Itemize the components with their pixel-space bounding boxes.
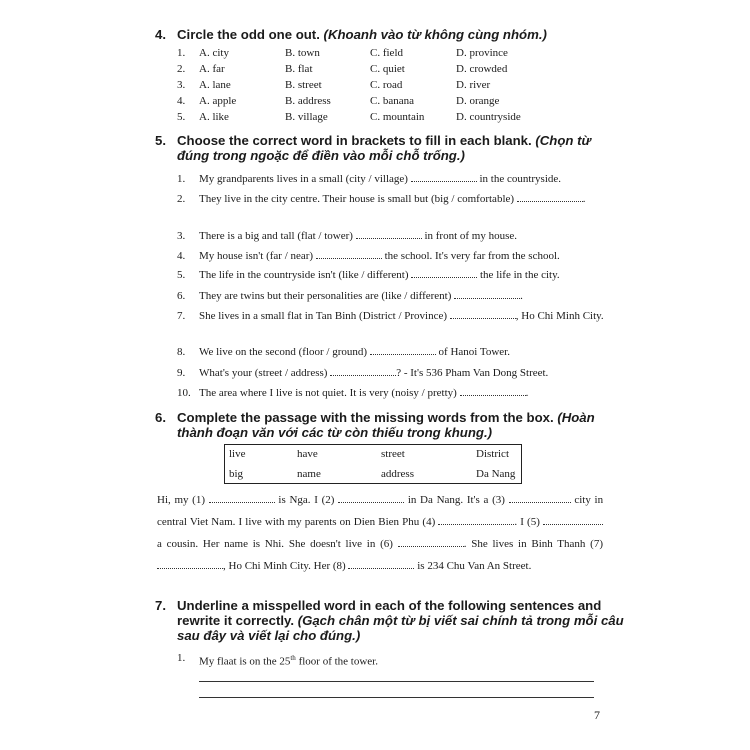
sentence-end: the school. It's very far from the school. [384, 250, 560, 262]
question-number: 5. [177, 111, 186, 123]
option-b[interactable]: B. village [285, 111, 328, 123]
option-a[interactable]: A. lane [199, 79, 231, 91]
blank-5[interactable] [543, 515, 603, 525]
option-a[interactable]: A. far [199, 63, 225, 75]
option-a[interactable]: A. apple [199, 95, 237, 107]
option-d[interactable]: D. crowded [456, 63, 508, 75]
blank-1[interactable] [209, 493, 275, 503]
question-number: 5. [177, 269, 186, 281]
option-d[interactable]: D. river [456, 79, 491, 91]
option-b[interactable]: B. flat [285, 63, 313, 75]
answer-blank[interactable] [454, 289, 520, 299]
sentence-end: . [520, 290, 523, 302]
sentence-start: The life in the countryside isn't (like / different) [199, 269, 409, 281]
question-number: 2. [177, 63, 186, 75]
answer-line[interactable] [199, 681, 594, 682]
sentence-start: We live on the second (floor / ground) [199, 346, 368, 358]
blank-4[interactable] [438, 515, 514, 525]
box-word: District [476, 448, 509, 460]
question-number: 10. [177, 387, 191, 399]
sentence-start: She lives in a small flat in Tan Binh (District / Province) [199, 310, 448, 322]
box-word: live [229, 448, 246, 460]
ex7-heading: 7. Underline a misspelled word in each of the following sentences and rewrite it correctly. (Gạch chân một từ bị viết sai chính tả trong mỗi câu sau đây và viết lại cho đúng.) [155, 598, 624, 643]
sentence-end: in front of my house. [424, 230, 518, 242]
sentence-end: . [582, 193, 586, 205]
answer-blank[interactable] [370, 345, 436, 355]
question-number: 1. [177, 47, 186, 59]
question-number: 2. [177, 193, 186, 205]
sentence-start: My house isn't (far / near) [199, 250, 314, 262]
ex5-item [177, 192, 609, 206]
box-word: name [297, 468, 321, 480]
sentence-start: They live in the city centre. Their house is small but (big / comfortable) [199, 193, 515, 205]
ex7-item-1: 1. My flaat is on the 25th floor of the tower. [177, 652, 378, 668]
option-b[interactable]: B. street [285, 79, 322, 91]
question-number: 9. [177, 367, 186, 379]
blank-8[interactable] [348, 559, 414, 569]
sentence-end: in the countryside. [479, 173, 562, 185]
answer-blank[interactable] [316, 249, 382, 259]
option-c[interactable]: C. quiet [370, 63, 405, 75]
option-c[interactable]: C. banana [370, 95, 414, 107]
answer-blank[interactable] [460, 386, 526, 396]
ex5-item [177, 345, 609, 359]
question-number: 7. [177, 310, 186, 322]
ex5-item [177, 229, 609, 243]
sentence-start: The area where I live is not quiet. It is very (noisy / pretty) [199, 387, 457, 399]
page-number: 7 [594, 708, 600, 722]
word-box [224, 444, 522, 484]
question-number: 1. [177, 173, 186, 185]
sentence-start: My grandparents lives in a small (city / village) [199, 173, 408, 185]
sentence-end: the life in the city. [480, 269, 560, 281]
ex5-item [177, 249, 609, 263]
sentence-end: . [525, 387, 529, 399]
ex5-item [177, 172, 609, 186]
ex5-item [177, 289, 609, 303]
sentence-end: , Ho Chi Minh City. [515, 310, 604, 322]
answer-blank[interactable] [411, 268, 477, 278]
option-d[interactable]: D. province [456, 47, 508, 59]
option-d[interactable]: D. orange [456, 95, 500, 107]
option-b[interactable]: B. town [285, 47, 320, 59]
answer-blank[interactable] [356, 229, 422, 239]
question-number: 4. [177, 250, 186, 262]
blank-7[interactable] [157, 559, 223, 569]
ex6-passage: Hi, my (1) is Nga. I (2) in Da Nang. It's a (3) city in central Viet Nam. I live with my parents on Dien Bien Phu (4) . I (5) a cousin. Her name is Nhi. She doesn't live in (6) . She lives in Binh Thanh (7) , Ho Chi Minh City. Her (8) is 234 Chu Van An Street. [157, 494, 604, 572]
answer-blank[interactable] [411, 172, 477, 182]
answer-line[interactable] [199, 697, 594, 698]
blank-2[interactable] [338, 493, 404, 503]
box-word: address [381, 468, 414, 480]
ex5-item [177, 386, 609, 400]
question-number: 4. [177, 95, 186, 107]
box-word: street [381, 448, 405, 460]
sentence-start: They are twins but their personalities are (like / different) [199, 290, 452, 302]
sentence-start: There is a big and tall (flat / tower) [199, 230, 353, 242]
answer-blank[interactable] [517, 192, 583, 202]
option-c[interactable]: C. road [370, 79, 403, 91]
blank-6[interactable] [398, 537, 464, 547]
ex5-heading: 5. Choose the correct word in brackets to fill in each blank. (Chọn từ đúng trong ngoặc để điền vào mỗi chỗ trống.) [155, 133, 591, 163]
option-d[interactable]: D. countryside [456, 111, 521, 123]
ex4-heading: 4. Circle the odd one out. (Khoanh vào từ không cùng nhóm.) [155, 27, 547, 42]
option-a[interactable]: A. like [199, 111, 229, 123]
option-b[interactable]: B. address [285, 95, 331, 107]
option-c[interactable]: C. mountain [370, 111, 425, 123]
box-word: big [229, 468, 244, 480]
ex5-item [177, 309, 609, 323]
answer-blank[interactable] [330, 366, 396, 376]
option-c[interactable]: C. field [370, 47, 403, 59]
question-number: 3. [177, 230, 186, 242]
ex6-heading: 6. Complete the passage with the missing words from the box. (Hoàn thành đoạn văn với các từ còn thiếu trong khung.) [155, 410, 595, 440]
ex5-item [177, 268, 609, 282]
question-number: 6. [177, 290, 186, 302]
sentence-end: of Hanoi Tower. [438, 346, 510, 358]
box-word: have [297, 448, 318, 460]
box-word: Da Nang [476, 468, 516, 480]
option-a[interactable]: A. city [199, 47, 229, 59]
answer-blank[interactable] [450, 309, 516, 319]
ex5-item [177, 366, 609, 380]
blank-3[interactable] [509, 493, 571, 503]
sentence-end: ? - It's 536 Pham Van Dong Street. [396, 367, 549, 379]
sentence-start: What's your (street / address) [199, 367, 328, 379]
question-number: 8. [177, 346, 186, 358]
question-number: 3. [177, 79, 186, 91]
